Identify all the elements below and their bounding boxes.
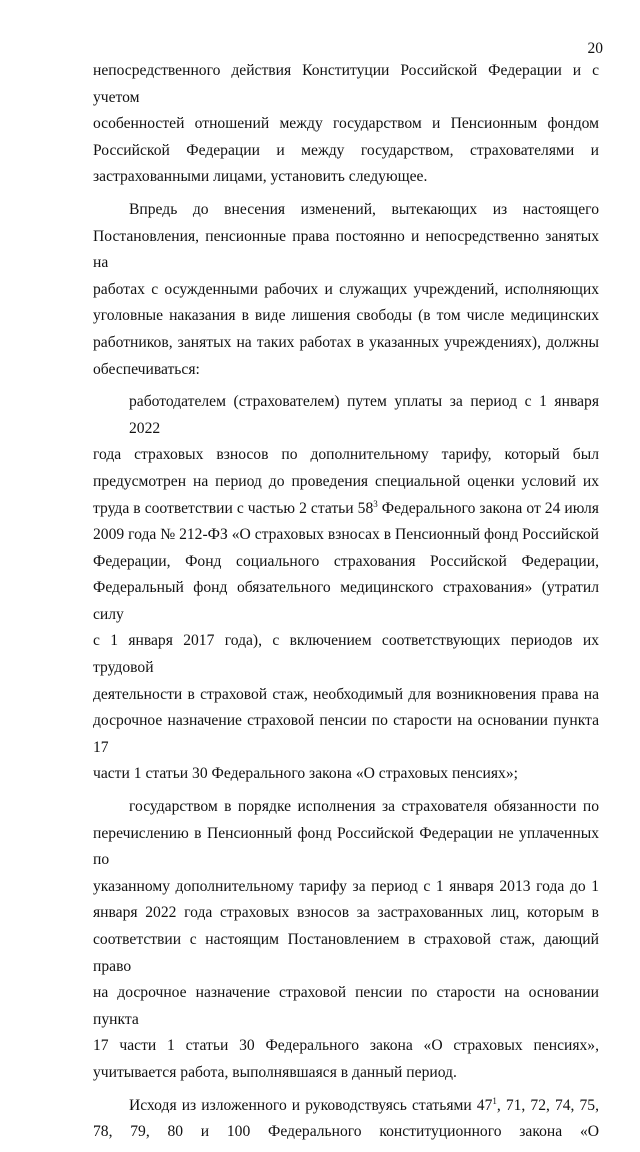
text-line: 78, 79, 80 и 100 Федерального конституционного закона «О <box>93 1123 599 1141</box>
text-line: Впредь до внесения изменений, вытекающих из настоящего <box>129 200 599 218</box>
paragraph-5 <box>93 1093 599 1146</box>
paragraph-4 <box>93 794 599 1087</box>
page-number: 20 <box>587 40 603 57</box>
text-line: работодателем (страхователем) путем уплаты за период с 1 января 2022 <box>129 393 599 437</box>
text-line-with-superscript <box>93 496 599 523</box>
line-tail: Федерального закона от 24 июля <box>377 499 599 517</box>
text-line: Российской Федерации и между государством, страхователями и <box>93 141 599 159</box>
text-line: указанному дополнительному тарифу за период с 1 января 2013 года до 1 <box>93 877 599 895</box>
text-line: 17 части 1 статьи 30 Федерального закона «О страховых пенсиях», <box>93 1037 599 1055</box>
text-line: с 1 января 2017 года), с включением соответствующих периодов их трудовой <box>93 632 599 677</box>
text-line-with-superscript <box>93 1093 599 1120</box>
paragraph-3 <box>93 389 599 788</box>
line-head: Исходя из изложенного и руководствуясь статьями 47 <box>129 1096 493 1114</box>
text-line: января 2022 года страховых взносов за застрахованных лиц, которым в <box>93 904 599 922</box>
text-line: непосредственного действия Конституции Российской Федерации и с учетом <box>93 62 599 106</box>
text-line: Постановления, пенсионные права постоянно и непосредственно занятых на <box>93 227 599 272</box>
text-line: части 1 статьи 30 Федерального закона «О страховых пенсиях»; <box>93 765 518 783</box>
document-body <box>93 58 599 1152</box>
text-line: особенностей отношений между государством и Пенсионным фондом <box>93 115 599 133</box>
text-line: деятельности в страховой стаж, необходимый для возникновения права на <box>93 685 599 703</box>
text-line: застрахованными лицами, установить следующее. <box>93 168 428 186</box>
line-head: труда в соответствии с частью 2 статьи 58 <box>93 499 374 517</box>
text-line: на досрочное назначение страховой пенсии по старости на основании пункта <box>93 984 599 1028</box>
superscript: 3 <box>373 498 378 509</box>
line-tail: , 71, 72, 74, 75, <box>496 1096 599 1114</box>
text-line: учитывается работа, выполнявшаяся в данный период. <box>93 1063 457 1081</box>
text-line: соответствии с настоящим Постановлением в страховой стаж, дающий право <box>93 931 599 975</box>
text-line: года страховых взносов по дополнительному тарифу, который был <box>93 446 599 464</box>
text-line: работах с осужденными рабочих и служащих учреждений, исполняющих <box>93 280 599 298</box>
superscript: 1 <box>492 1095 497 1106</box>
paragraph-2 <box>93 197 599 383</box>
text-line: работников, занятых на таких работах в указанных учреждениях), должны <box>93 333 599 351</box>
paragraph-1 <box>93 58 599 191</box>
text-line: перечислению в Пенсионный фонд Российской Федерации не уплаченных по <box>93 824 599 869</box>
text-line: государством в порядке исполнения за страхователя обязанности по <box>129 798 599 816</box>
text-line: Федеральный фонд обязательного медицинского страхования» (утратил силу <box>93 579 599 623</box>
text-line: предусмотрен на период до проведения специальной оценки условий их <box>93 472 599 490</box>
text-line: Федерации, Фонд социального страхования Российской Федерации, <box>93 552 599 570</box>
text-line: уголовные наказания в виде лишения свободы (в том числе медицинских <box>93 307 599 325</box>
text-line: досрочное назначение страховой пенсии по старости на основании пункта 17 <box>93 712 599 756</box>
text-line: 2009 года № 212-ФЗ «О страховых взносах в Пенсионный фонд Российской <box>93 526 599 544</box>
text-line: обеспечиваться: <box>93 360 200 378</box>
